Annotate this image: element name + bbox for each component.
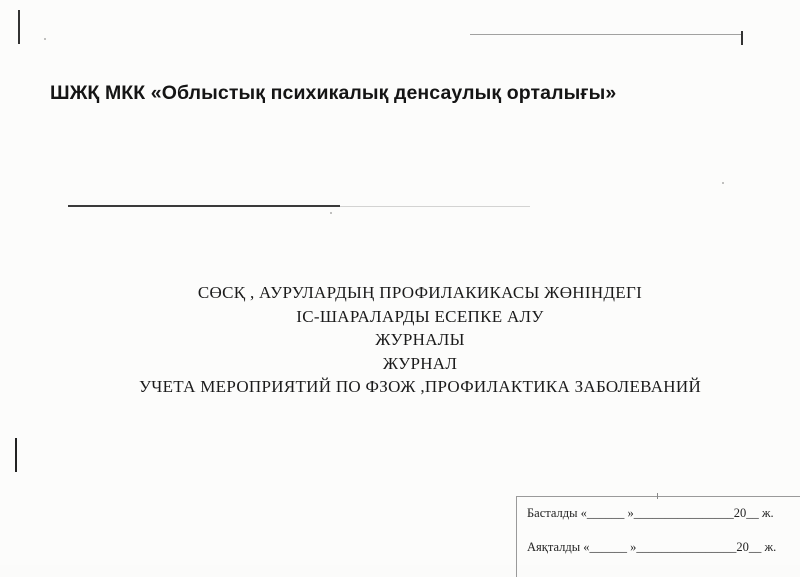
heading-line: ЖУРНАЛЫ bbox=[375, 330, 465, 349]
scan-mark bbox=[18, 10, 20, 44]
heading-line: ЖУРНАЛ bbox=[382, 353, 458, 373]
organization-title: ШЖҚ МКК «Облыстық психикалық денсаулық орталығы» bbox=[50, 82, 617, 104]
scan-rule bbox=[470, 34, 742, 35]
scan-speck bbox=[44, 38, 46, 40]
heading-line: УЧЕТА МЕРОПРИЯТИЙ ПО ФЗОЖ ,ПРОФИЛАКТИКА ЗАБОЛЕВАНИЙ bbox=[138, 377, 702, 396]
scan-mark bbox=[657, 493, 658, 499]
start-date-line: Басталды «______ »________________20__ ж. bbox=[527, 506, 774, 520]
journal-heading bbox=[60, 281, 780, 399]
scan-mark bbox=[741, 31, 743, 45]
scan-speck bbox=[330, 212, 332, 214]
scan-mark bbox=[15, 438, 17, 472]
horizontal-rule bbox=[340, 206, 530, 207]
heading-line: ІС-ШАРАЛАРДЫ ЕСЕПКЕ АЛУ bbox=[296, 306, 544, 326]
heading-line: СӨСҚ , АУРУЛАРДЫҢ ПРОФИЛАКИКАСЫ ЖӨНІНДЕГІ bbox=[197, 283, 643, 302]
horizontal-rule bbox=[68, 205, 340, 207]
scan-speck bbox=[722, 182, 724, 184]
end-date-line: Аяқталды «______ »________________20__ ж. bbox=[527, 540, 777, 554]
